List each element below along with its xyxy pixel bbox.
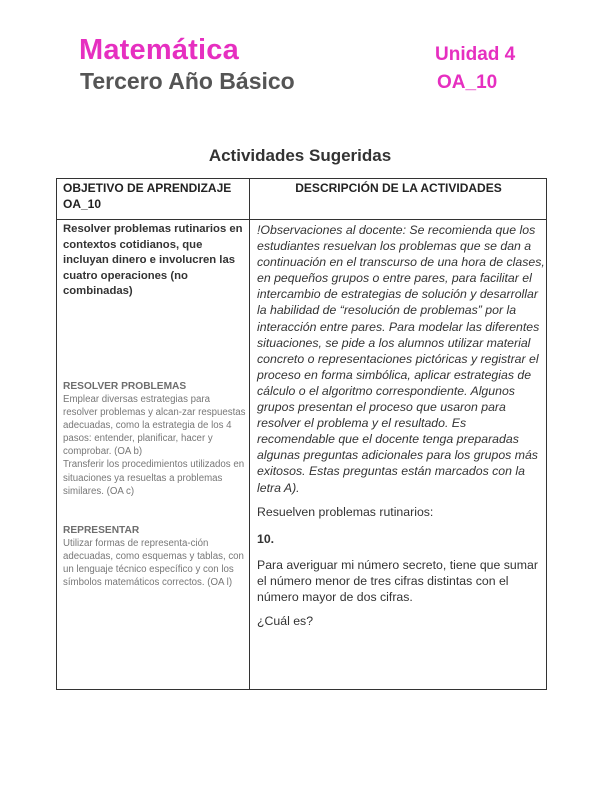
skills-resolver-block bbox=[63, 380, 247, 498]
description-column-header: DESCRIPCIÓN DE LA ACTIVIDADES bbox=[295, 181, 502, 195]
oa-code: OA_10 bbox=[437, 72, 498, 93]
skill-heading-resolver: RESOLVER PROBLEMAS bbox=[63, 381, 187, 392]
unit-label: Unidad 4 bbox=[435, 44, 516, 65]
page-title: Matemática bbox=[79, 34, 239, 66]
objective-column-header: OBJETIVO DE APRENDIZAJE OA_10 bbox=[63, 181, 232, 211]
problem-question: ¿Cuál es? bbox=[257, 614, 314, 628]
rutinarios-heading: Resuelven problemas rutinarios: bbox=[257, 505, 434, 519]
problem-text: Para averiguar mi número secreto, tiene que sumar el número menor de tres cifras distintas con el número mayor de dos cifras. bbox=[257, 558, 538, 605]
skill-text-representar: Utilizar formas de representa-ción adecuadas, como esquemas y tablas, con un lenguaje técnico específico y con los símbolos matemáticos correctos. (OA l) bbox=[63, 538, 244, 589]
section-heading: Actividades Sugeridas bbox=[208, 146, 392, 165]
activities-table bbox=[56, 178, 547, 690]
skill-text-resolver-1: Emplear diversas estrategias para resolver problemas y alcan-zar respuestas adecuadas, como la estrategia de los 4 pasos: entender, planificar, hacer y comprobar. (OA b) bbox=[63, 394, 246, 458]
problem-number: 10. bbox=[257, 532, 275, 546]
objective-text: Resolver problemas rutinarios en contextos cotidianos, que incluyan dinero e involucren las cuatro operaciones (no combinadas) bbox=[63, 223, 243, 298]
skills-representar-block bbox=[63, 524, 247, 589]
page-subtitle: Tercero Año Básico bbox=[80, 68, 295, 94]
teacher-observations: !Observaciones al docente: Se recomienda que los estudiantes resuelvan los problemas que se dan a continuación en el transcurso de una hora de clases, en pequeños grupos o entre pares, para facilitar el intercambio de estrategias de solución y desarrollar la habilidad de “resolución de problemas” por la interacción entre pares. Para modelar las diferentes situaciones, se pide a los alumnos utilizar material concreto o representaciones pictóricas y registrar el proceso en forma simbólica, aplicar estrategias de cálculo o el algoritmo correspondiente. Algunos grupos presentan el proceso que usaron para resolver el problema y el resultado. Es recomendable que el docente tenga preparadas algunas preguntas adicionales para los grupos más exitosos. Estas preguntas están marcados con la letra A). bbox=[257, 223, 545, 495]
skill-text-resolver-2: Transferir los procedimientos utilizados en situaciones ya resueltas a problemas similares. (OA c) bbox=[63, 459, 245, 497]
skill-heading-representar: REPRESENTAR bbox=[63, 525, 140, 536]
header-divider bbox=[57, 219, 546, 220]
column-divider bbox=[249, 179, 250, 689]
